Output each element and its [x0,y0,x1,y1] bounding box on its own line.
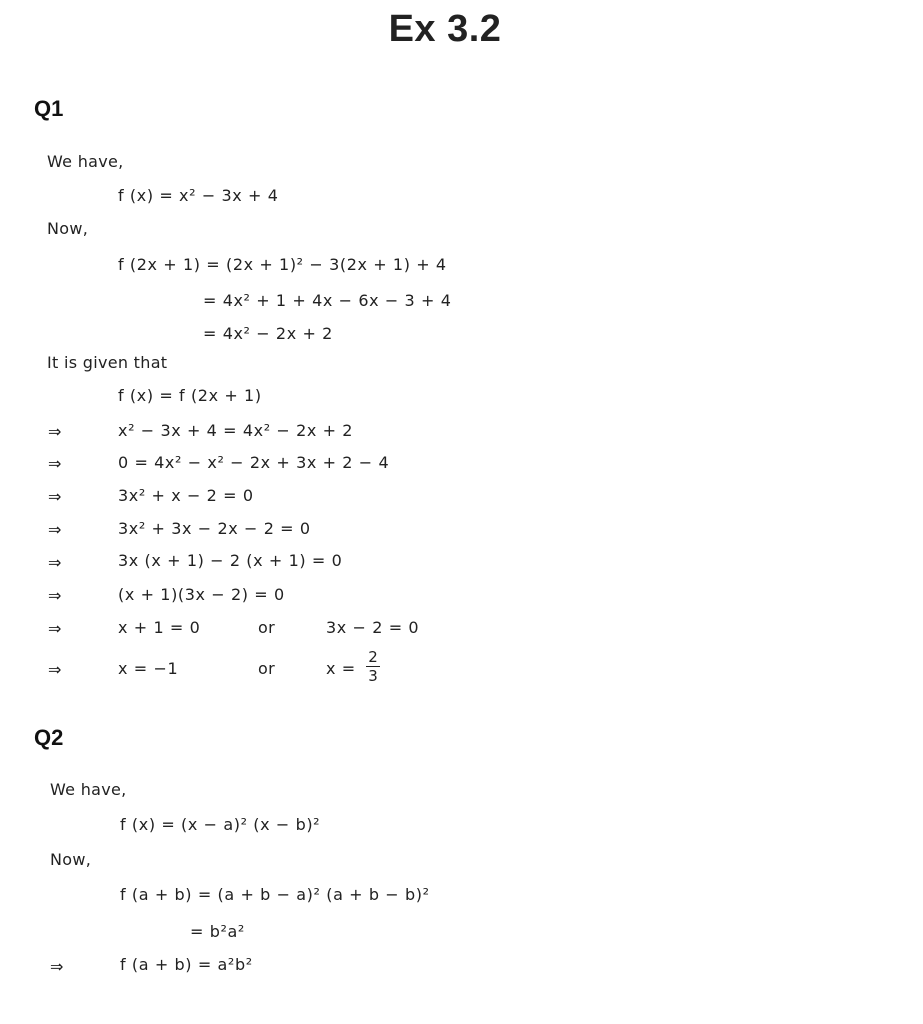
q1-substitution-line-2: = 4x² + 1 + 4x − 6x − 3 + 4 [203,291,452,310]
implies-arrow: ⇒ [50,957,64,976]
implies-arrow: ⇒ [48,586,62,605]
implies-arrow: ⇒ [48,619,62,638]
implies-arrow: ⇒ [48,660,62,679]
q1-final-1-right: 3x − 2 = 0 [326,618,420,637]
q1-step-3: 3x² + x − 2 = 0 [118,486,254,505]
fraction-numerator: 2 [366,648,380,667]
q1-now: Now, [47,219,89,238]
q1-step-6: (x + 1)(3x − 2) = 0 [118,585,285,604]
q1-substitution-line-1: f (2x + 1) = (2x + 1)² − 3(2x + 1) + 4 [118,255,447,274]
q1-fraction [366,648,380,685]
q1-final-2-right: x = [326,659,356,678]
q1-step-1: x² − 3x + 4 = 4x² − 2x + 2 [118,421,354,440]
implies-arrow: ⇒ [48,553,62,572]
q1-equation-line: f (x) = f (2x + 1) [118,386,262,405]
q1-function-definition: f (x) = x² − 3x + 4 [118,186,279,205]
q2-function-definition: f (x) = (x − a)² (x − b)² [120,815,321,834]
implies-arrow: ⇒ [48,520,62,539]
page-title: Ex 3.2 [388,8,502,50]
implies-arrow: ⇒ [48,454,62,473]
q1-step-4: 3x² + 3x − 2x − 2 = 0 [118,519,311,538]
q1-step-2: 0 = 4x² − x² − 2x + 3x + 2 − 4 [118,453,390,472]
q2-line-3: f (a + b) = a²b² [120,955,253,974]
q1-step-5: 3x (x + 1) − 2 (x + 1) = 0 [118,551,343,570]
implies-arrow: ⇒ [48,487,62,506]
q2-line-2: = b²a² [190,922,245,941]
fraction-denominator: 3 [368,667,378,685]
question-2-heading: Q2 [34,725,64,750]
q1-final-2-left: x = −1 [118,659,179,678]
q2-line-1: f (a + b) = (a + b − a)² (a + b − b)² [120,885,430,904]
q2-we-have: We have, [50,780,127,799]
implies-arrow: ⇒ [48,422,62,441]
q1-we-have: We have, [47,152,124,171]
q1-final-1-or: or [258,618,275,637]
q2-now: Now, [50,850,92,869]
question-1-heading: Q1 [34,96,64,121]
q1-substitution-line-3: = 4x² − 2x + 2 [203,324,333,343]
q1-given-text: It is given that [47,353,168,372]
q1-final-1-left: x + 1 = 0 [118,618,201,637]
q1-final-2-or: or [258,659,275,678]
